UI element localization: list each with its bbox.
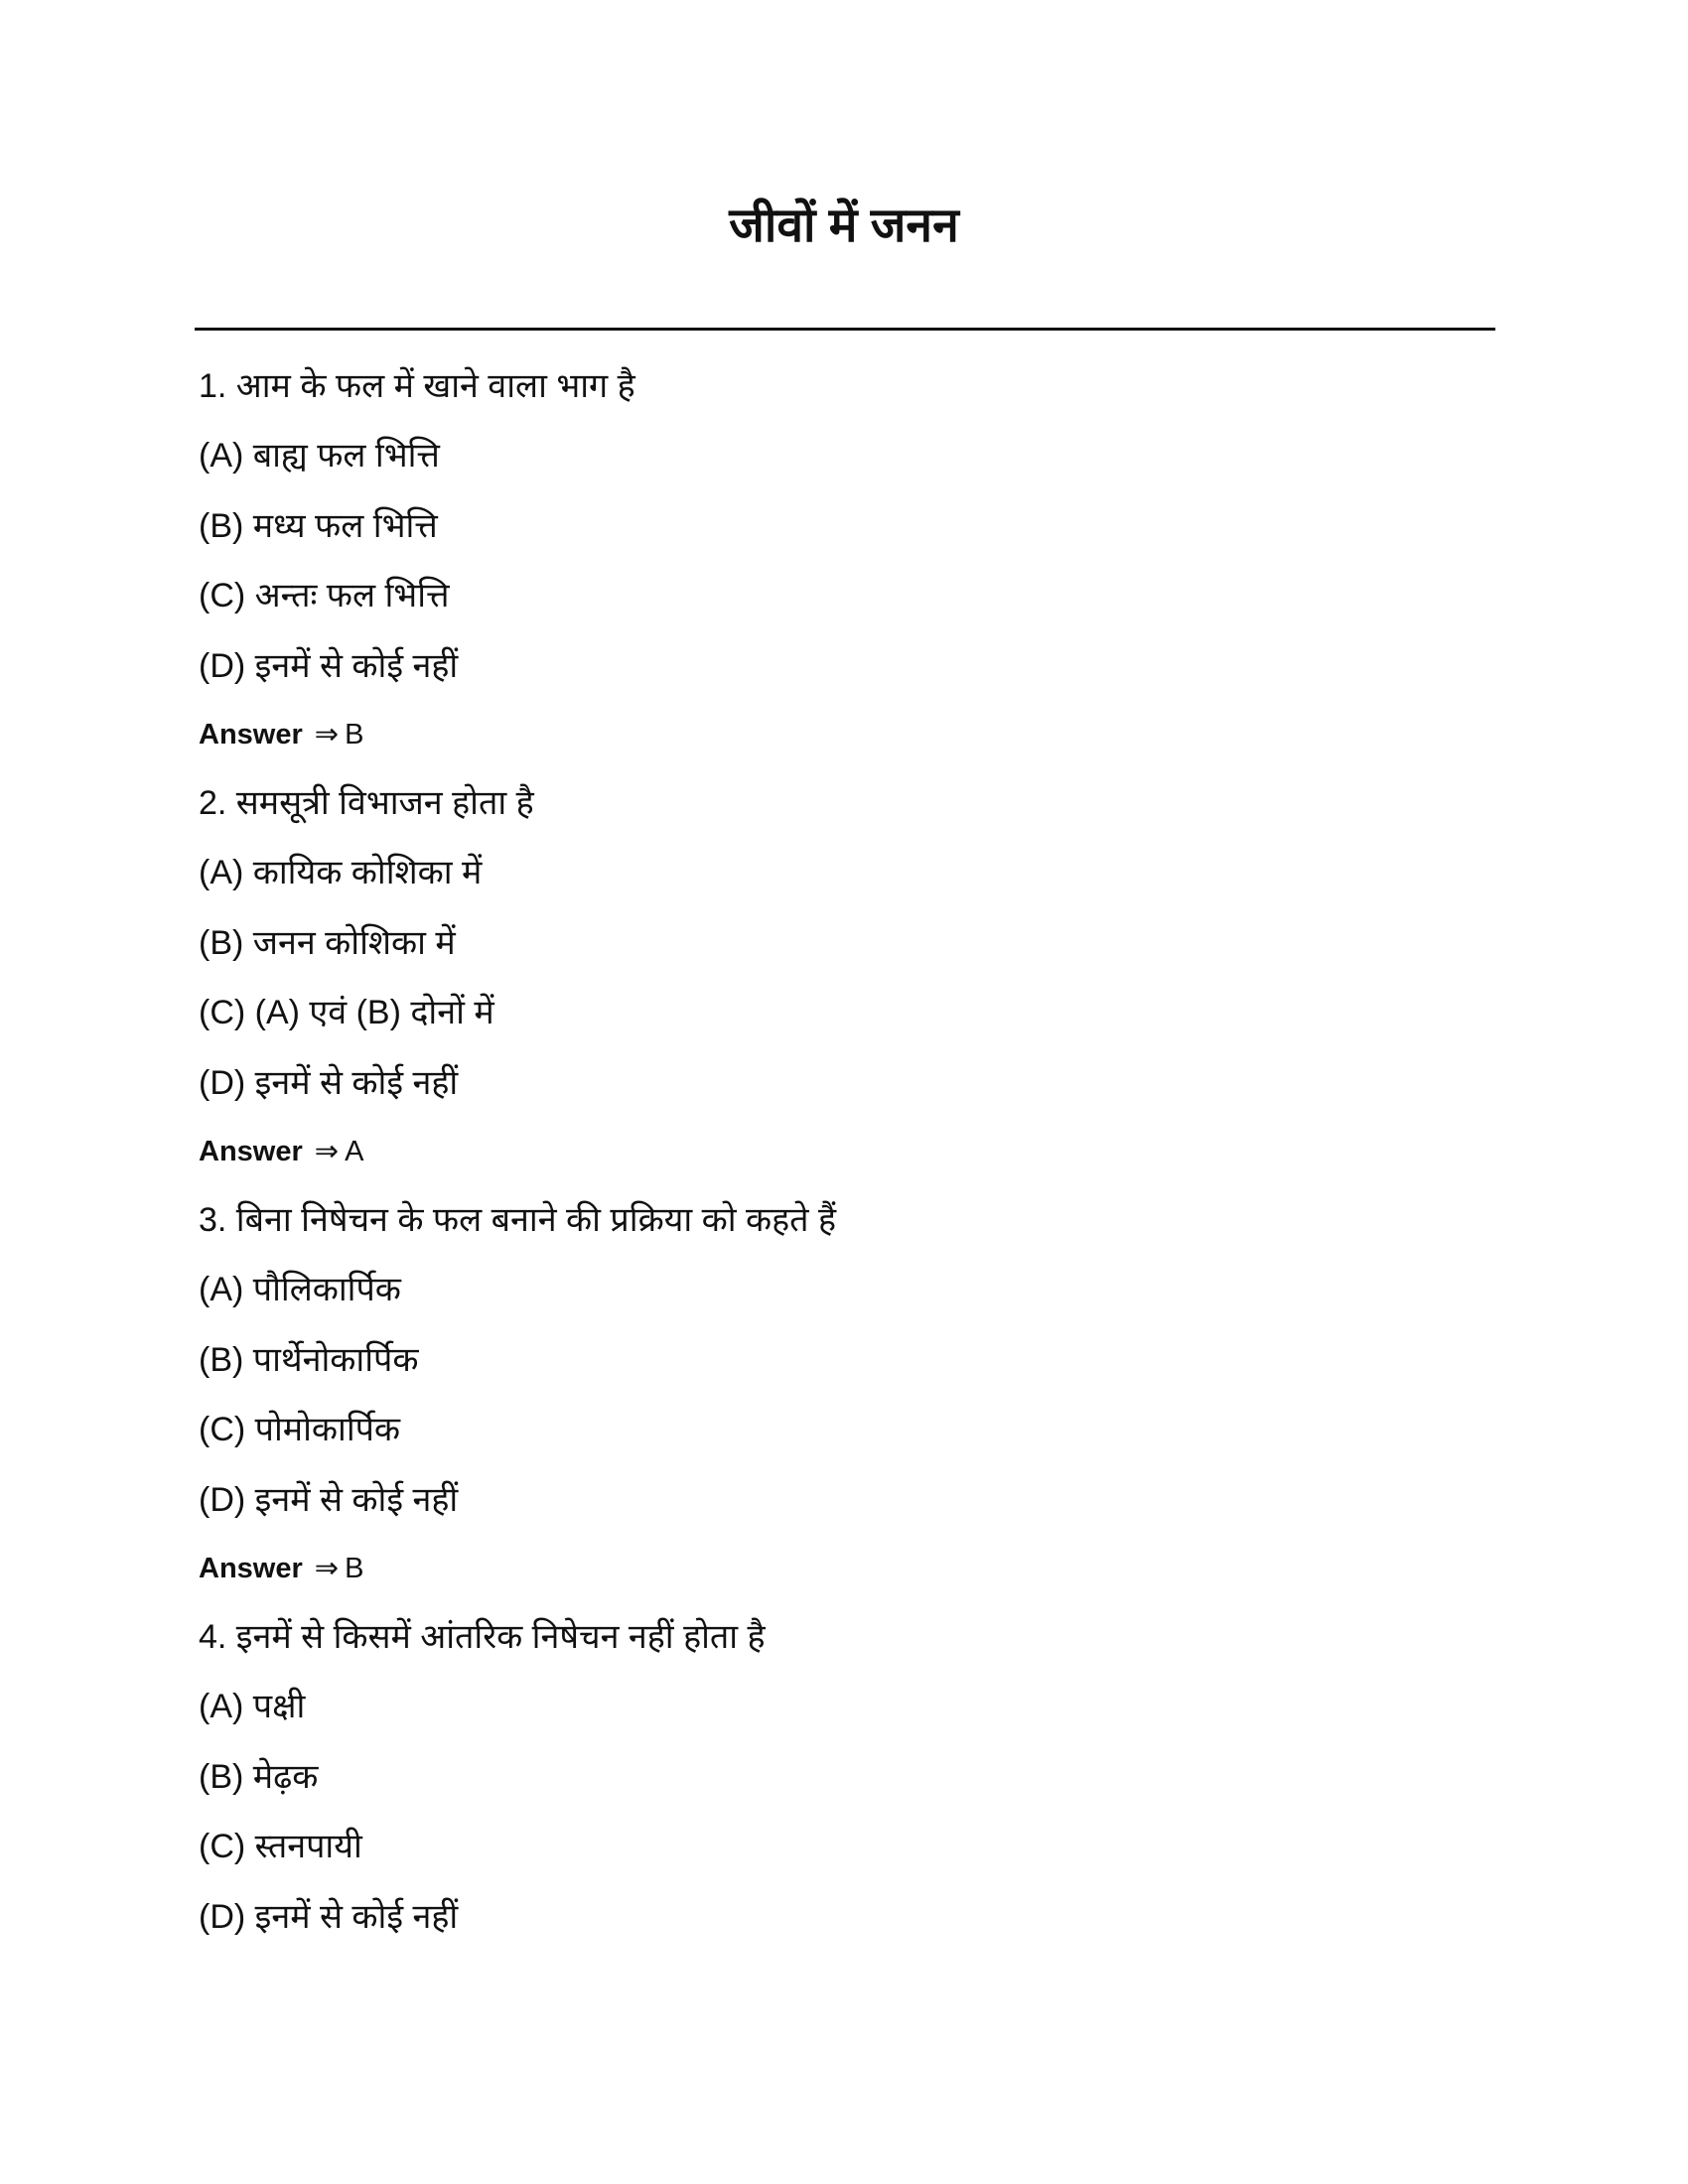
question-text: 3. बिना निषेचन के फल बनाने की प्रक्रिया को कहते हैं xyxy=(199,1201,837,1239)
option-a: (A) पक्षी xyxy=(199,1688,306,1725)
answer-line xyxy=(199,1118,1489,1185)
answer-arrow: ⇒ xyxy=(314,719,340,751)
option-b: (B) जनन कोशिका में xyxy=(199,923,456,962)
answer-value: A xyxy=(345,1136,364,1167)
answer-value: B xyxy=(345,1553,364,1584)
question-text: 2. समसूत्री विभाजन होता है xyxy=(199,784,534,822)
option-b: (B) पार्थेनोकार्पिक xyxy=(199,1340,419,1379)
question-block-4 xyxy=(199,1602,1489,1952)
answer-line xyxy=(199,1535,1489,1602)
question-block-3 xyxy=(199,1185,1489,1602)
answer-label: Answer xyxy=(199,1136,303,1167)
option-d: (D) इनमें से कोई नहीं xyxy=(199,1063,459,1102)
option-a: (A) पौलिकार्पिक xyxy=(199,1271,401,1308)
option-a: (A) कायिक कोशिका में xyxy=(199,854,483,891)
answer-line xyxy=(199,701,1489,768)
option-d: (D) इनमें से कोई नहीं xyxy=(199,1897,459,1936)
answer-arrow: ⇒ xyxy=(314,1136,340,1167)
answer-label: Answer xyxy=(199,719,303,751)
option-d: (D) इनमें से कोई नहीं xyxy=(199,646,459,685)
option-c: (C) (A) एवं (B) दोनों में xyxy=(199,994,494,1031)
option-b: (B) मेढ़क xyxy=(199,1757,319,1796)
question-text: 1. आम के फल में खाने वाला भाग है xyxy=(199,367,635,405)
option-d: (D) इनमें से कोई नहीं xyxy=(199,1480,459,1519)
option-c: (C) स्तनपायी xyxy=(199,1828,362,1865)
answer-label: Answer xyxy=(199,1553,303,1584)
option-a: (A) बाह्य फल भित्ति xyxy=(199,437,440,475)
question-text: 4. इनमें से किसमें आंतरिक निषेचन नहीं होता है xyxy=(199,1618,766,1656)
page-title: जीवों में जनन xyxy=(729,200,959,252)
option-c: (C) अन्तः फल भित्ति xyxy=(199,577,450,614)
question-block-1 xyxy=(199,351,1489,768)
option-b: (B) मध्य फल भित्ति xyxy=(199,506,438,545)
answer-arrow: ⇒ xyxy=(314,1553,340,1584)
option-c: (C) पोमोकार्पिक xyxy=(199,1411,401,1448)
question-list xyxy=(199,351,1489,1952)
title-divider xyxy=(195,328,1495,331)
question-block-2 xyxy=(199,768,1489,1185)
answer-value: B xyxy=(345,719,364,751)
